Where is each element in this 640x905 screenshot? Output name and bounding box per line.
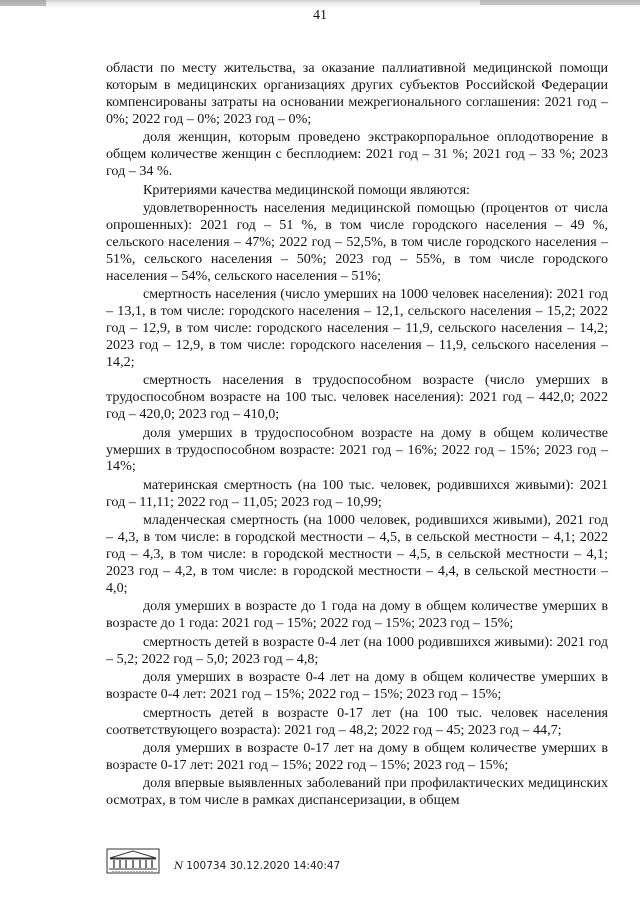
- paragraph-15: доля впервые выявленных заболеваний при профилактических медицинских осмотрах, в том числе в рамках диспансеризации, в общем: [106, 775, 608, 809]
- page-number: 41: [313, 8, 327, 23]
- paragraph-14: доля умерших в возрасте 0-17 лет на дому в общем количестве умерших в возрасте 0-17 лет: 2021 год – 15%; 2022 год – 15%; 2023 год – 15%;: [106, 740, 608, 773]
- page-footer: [106, 848, 608, 878]
- paragraph-1: области по месту жительства, за оказание паллиативной медицинской помощи которым в медицинских организациях других субъектов Российской Федерации компенсированы затраты на основании межрегионального соглашения: 2021 год – 0%; 2022 год – 0%; 2023 год – 0%;: [106, 60, 608, 127]
- scan-edge-mark-right: [480, 0, 640, 5]
- document-body: [106, 60, 608, 811]
- document-registration-mark: [174, 860, 340, 872]
- paragraph-2: доля женщин, которым проведено экстракорпоральное оплодотворение в общем количестве женщин с бесплодием: 2021 год – 31 %; 2021 год – 33 %; 2023 год – 34 %.: [106, 129, 608, 180]
- paragraph-4: удовлетворенность населения медицинской помощью (процентов от числа опрошенных): 2021 год – 51 %, в том числе городского населения – 49 %, сельского населения – 47%; 2022 год – 52,5%, в том числе городского населения – 51%, сельского населения – 50%; 2023 год – 55%, в том числе городского населения – 54%, сельского населения – 51%;: [106, 200, 608, 284]
- building-seal-icon: [106, 848, 160, 874]
- paragraph-11: смертность детей в возрасте 0-4 лет (на 1000 родившихся живыми): 2021 год – 5,2; 2022 год – 5,0; 2023 год – 4,8;: [106, 633, 608, 667]
- registration-stamp: 100734 30.12.2020 14:40:47: [186, 860, 341, 872]
- paragraph-13: смертность детей в возрасте 0-17 лет (на 100 тыс. человек населения соответствующего возраста): 2021 год – 48,2; 2022 год – 45; 2023 год – 44,7;: [106, 704, 608, 738]
- number-glyph: N: [174, 860, 184, 872]
- paragraph-12: доля умерших в возрасте 0-4 лет на дому в общем количестве умерших в возрасте 0-4 лет: 2021 год – 15%; 2022 год – 15%; 2023 год – 15%;: [106, 669, 608, 703]
- scan-edge-mark-left: [0, 0, 46, 6]
- paragraph-10: доля умерших в возрасте до 1 года на дому в общем количестве умерших в возрасте до 1 года: 2021 год – 15%; 2022 год – 15%; 2023 год – 15%;: [106, 598, 608, 632]
- paragraph-8: материнская смертность (на 100 тыс. человек, родившихся живыми): 2021 год – 11,11; 2022 год – 11,05; 2023 год – 10,99;: [106, 476, 608, 510]
- paragraph-6: смертность населения в трудоспособном возрасте (число умерших в трудоспособном возрасте на 100 тыс. человек населения): 2021 год – 442,0; 2022 год – 420,0; 2023 год – 410,0;: [106, 372, 608, 423]
- paragraph-9: младенческая смертность (на 1000 человек, родившихся живыми), 2021 год – 4,3, в том числе: в городской местности – 4,5, в сельской местности – 4,1; 2022 год – 4,3, в том числе: в городской местности – 4,5, в сельской местности – 4,1; 2023 год – 4,2, в том числе: в городской местности – 4,4, в сельской местности – 4,0;: [106, 512, 608, 596]
- paragraph-3: Критериями качества медицинской помощи являются:: [143, 181, 470, 198]
- paragraph-5: смертность населения (число умерших на 1000 человек населения): 2021 год – 13,1, в том числе: городского населения – 12,1, сельского населения – 15,2; 2022 год – 12,9, в том числе: городского населения – 11,9, сельского населения – 14,2; 2023 год – 12,9, в том числе: городского населения – 11,9, сельского населения – 14,2;: [106, 286, 608, 370]
- paragraph-7: доля умерших в трудоспособном возрасте на дому в общем количестве умерших в трудоспособном возрасте: 2021 год – 16%; 2022 год – 15%; 2023 год – 14%;: [106, 424, 608, 475]
